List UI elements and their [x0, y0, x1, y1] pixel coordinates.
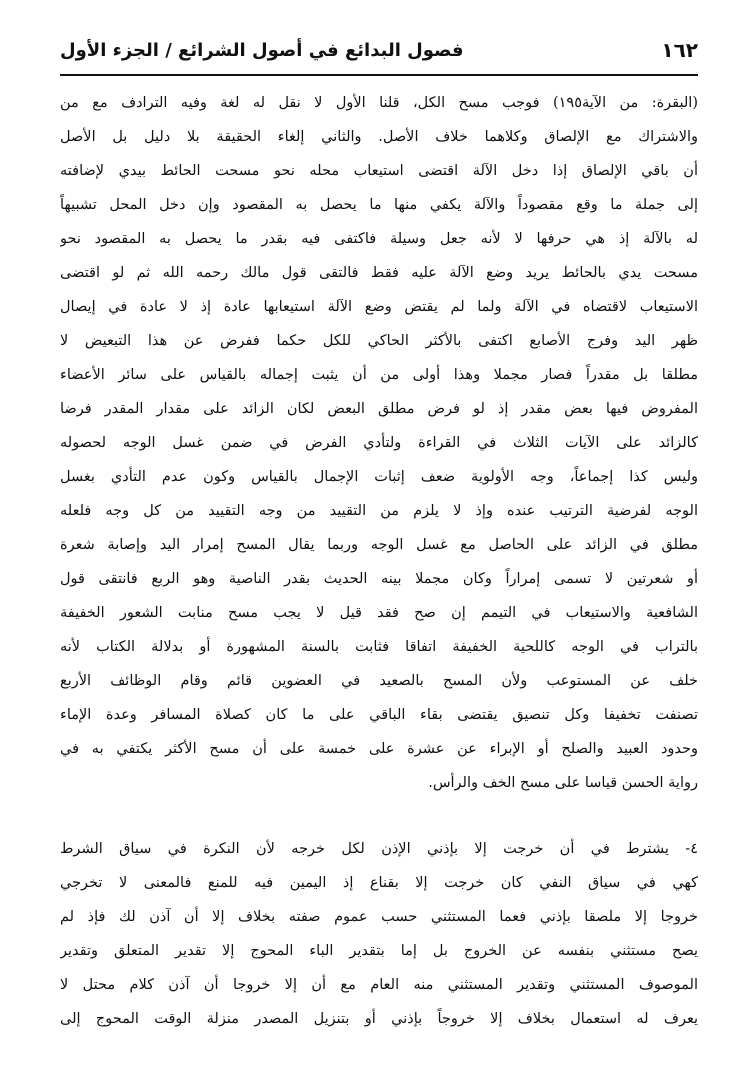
text-line: خلف عن المستوعب ولأن المسح بالصعيد في العضوين قائم وقام الوظائف الأربع — [60, 673, 698, 689]
page-header — [60, 28, 698, 72]
paragraph-1 — [60, 86, 698, 800]
text-line: كالزائد على الآيات الثلاث في القراءة ولتأدي الفرض في ضمن غسل الوجه لحصوله — [60, 435, 698, 451]
text-line: ٤- يشترط في أن خرجت إلا بإذني الإذن لكل خرجه لأن النكرة في سياق الشرط — [60, 841, 698, 857]
text-line: ظهر اليد وفرج الأصابع اكتفى بالأكثر الحاكي للكل حكما ففرض عن هذا التبعيض لا — [60, 333, 698, 349]
text-line: الشافعية والاستيعاب في التيمم إن صح فقد قيل لا يجب مسح منابت الشعور الخفيفة — [60, 605, 698, 621]
text-line: وحدود العبيد والصلح أو الإبراء عن عشرة على خمسة على أن مسح الأكثر يكتفي به في — [60, 741, 698, 757]
text-line: مطلق في الزائد على الحاصل مع غسل الوجه وربما يقال المسح إمرار اليد وإصابة شعرة — [60, 537, 698, 553]
text-line: والاشتراك مع الإلصاق وكلاهما خلاف الأصل. والثاني إلغاء الحقيقة بلا دليل بل الأصل — [60, 129, 698, 145]
text-line: (البقرة: من الآية١٩٥) فوجب مسح الكل، قلنا الأول لا نقل له لغة وفيه الترادف مع من — [60, 95, 698, 111]
page-number: ١٦٢ — [661, 38, 698, 62]
text-line: كهي في سياق النفي كان خرجت إلا بقناع إذ اليمين فيه للمنع فالمعنى لا تخرجي — [60, 875, 698, 891]
text-line: وليس كذا إجماعاً، وجه الأولوية ضعف إثبات الإجمال بالقياس وكون عدم التأدي بغسل — [60, 469, 698, 485]
text-line: له بالآلة إذ هي حرفها لا لأنه جعل وسيلة فاكتفى فيه بقدر ما يحصل به المقصود نحو — [60, 231, 698, 247]
text-line: يصح مستثني بنفسه عن الخروج بل إما بتقدير الباء المحوج إلا تقدير المتعلق وتقدير — [60, 943, 698, 959]
text-line: إلى جملة ما وقع مقصوداً والآلة يكفي منها ما يحصل به المقصود وإن دخل المحل تشبيهاً — [60, 197, 698, 213]
paragraph-gap — [60, 800, 698, 832]
text-line: المفروض فيها بعض مقدر إذ لو فرض مطلق البعض لكان الزائد على مقدار المقدر فرضا — [60, 401, 698, 417]
text-line: الموصوف المستثني وتقدير المستثني منه العام مع أن إلا خروجا أن آذن كلام محتل لا — [60, 977, 698, 993]
paragraph-2 — [60, 832, 698, 1036]
text-line: بالتراب في الوجه كاللحية الخفيفة اتفاقا فثابت بالسنة المشهورة أو بدلالة الكتاب لأنه — [60, 639, 698, 655]
text-line: تصنفت تخفيفا وكل تنصيق يقتضى بقاء الباقي على ما كان كصلاة المسافر وعدة الإماء — [60, 707, 698, 723]
text-line: الاستيعاب لاقتضاه في الآلة ولما لم يقتض وضع الآلة استيعابها عادة إذ لا عادة في إيصال — [60, 299, 698, 315]
text-line: رواية الحسن قياسا على مسح الخف والرأس. — [428, 775, 698, 791]
text-line: مطلقا بل مقدراً فصار مجملا وهذا أولى من أن يثبت إجماله بالقياس على سائر الأعضاء — [60, 367, 698, 383]
text-line: أو شعرتين لا تسمى إمراراً وكان مجملا بينه الحديث بقدر الناصية وهو الربع فانتقى قول — [60, 571, 698, 587]
text-line: أن باقي الإلصاق إذا دخل الآلة اقتضى استيعاب محله نحو مسحت الحائط بيدي لإضافته — [60, 163, 698, 179]
header-rule — [60, 74, 698, 76]
running-title: فصول البدائع في أصول الشرائع / الجزء الأول — [60, 39, 464, 61]
text-line: مسحت يدي بالحائط يريد وضع الآلة عليه فقط فالتقى قول مالك رحمه الله ثم لو اقتضى — [60, 265, 698, 281]
text-line: الوجه لفرضية الترتيب عنده وإذ لا يلزم من التقييد من وجه التقييد من كل وجه فلعله — [60, 503, 698, 519]
body-text — [60, 86, 698, 1036]
text-line: خروجا إلا ملصقا بإذني فعما المستثني حسب عموم صفته بخلاف إلا أن آذن لك فإذ لم — [60, 909, 698, 925]
text-line: يعرف له استعمال بخلاف إلا خروجاً بإذني أو بتنزيل المصدر منزلة الوقت المحوج إلى — [60, 1011, 698, 1027]
